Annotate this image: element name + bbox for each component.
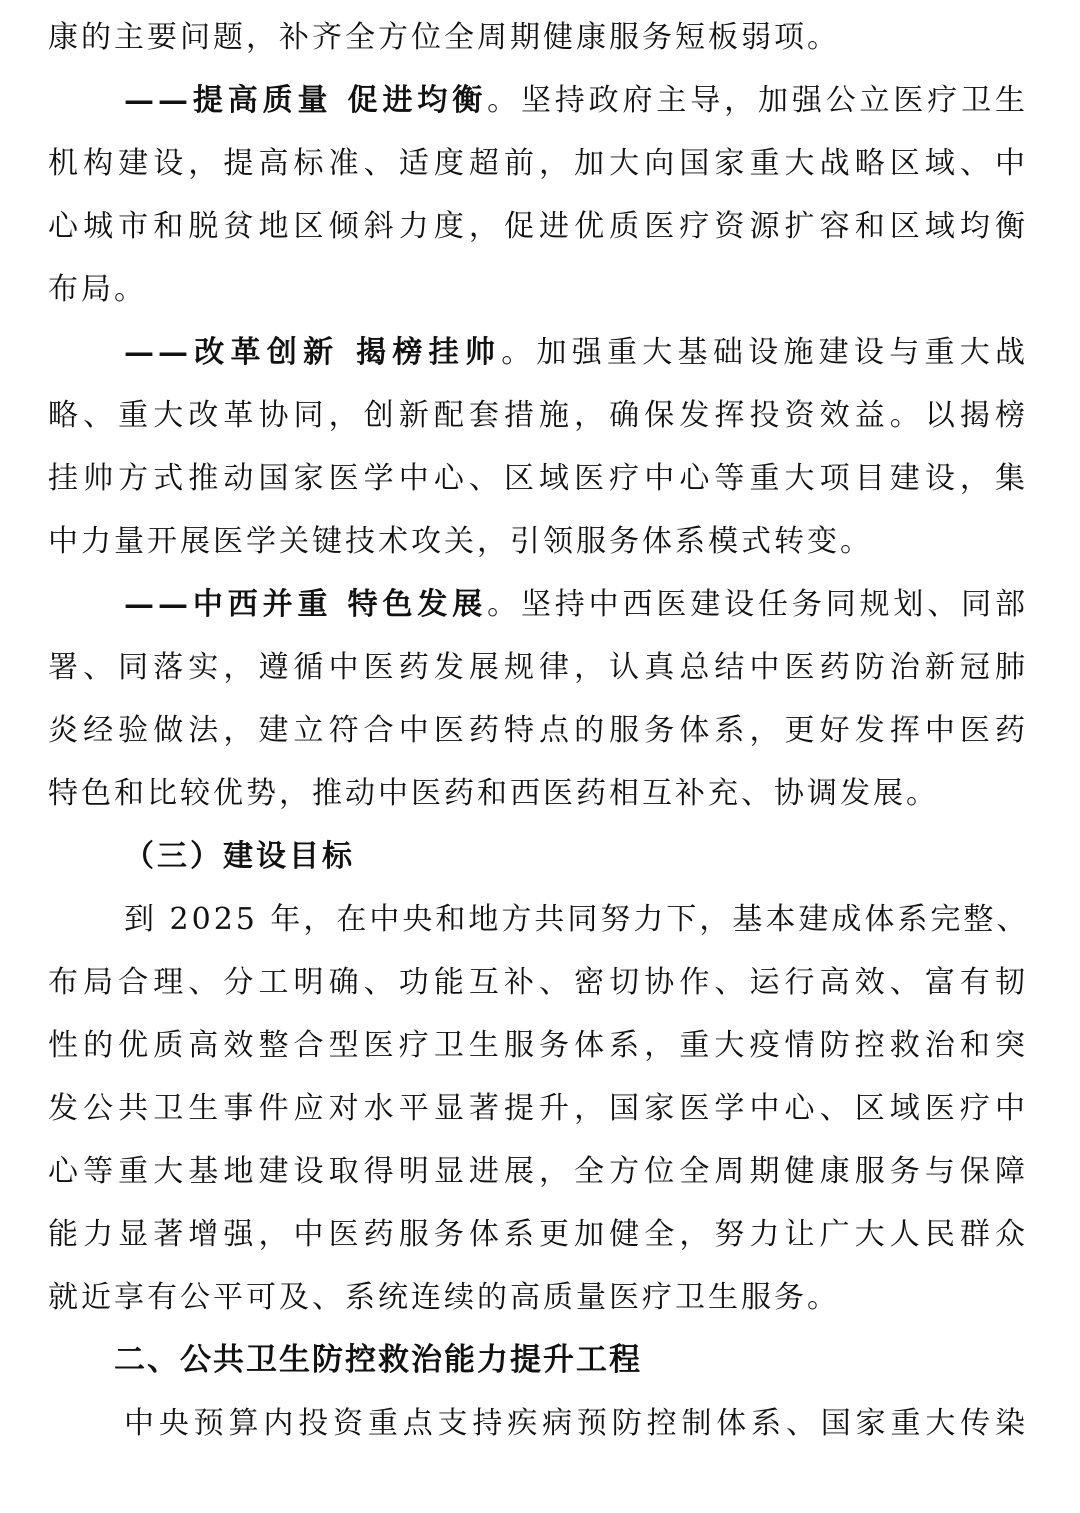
principle-line-reform [48, 321, 1028, 384]
paragraph-line: 布局。 [48, 272, 147, 307]
paragraph-line: 略、重大改革协同，创新配套措施，确保发挥投资效益。以揭榜 [48, 398, 1028, 433]
paragraph-line: 发公共卫生事件应对水平显著提升，国家医学中心、区域医疗中 [48, 1091, 1028, 1126]
paragraph-line: 署、同落实，遵循中医药发展规律，认真总结中医药防治新冠肺 [48, 650, 1028, 685]
paragraph-line: 中央预算内投资重点支持疾病预防控制体系、国家重大传染 [124, 1406, 1028, 1441]
principle-line-quality [48, 69, 1028, 132]
paragraph-line: 性的优质高效整合型医疗卫生服务体系，重大疫情防控救治和突 [48, 1028, 1028, 1063]
principle-line-tcm [48, 573, 1028, 636]
subsection-heading: （三）建设目标 [124, 839, 355, 874]
paragraph-line: 炎经验做法，建立符合中医药特点的服务体系，更好发挥中医药 [48, 713, 1028, 748]
paragraph-line: 到 2025 年，在中央和地方共同努力下，基本建成体系完整、 [124, 902, 1030, 937]
paragraph-line: 能力显著增强，中医药服务体系更加健全，努力让广大人民群众 [48, 1217, 1028, 1252]
paragraph-line: 布局合理、分工明确、功能互补、密切协作、运行高效、富有韧 [48, 965, 1028, 1000]
paragraph-line: 挂帅方式推动国家医学中心、区域医疗中心等重大项目建设，集 [48, 461, 1028, 496]
document-page [48, 6, 1028, 1455]
paragraph-line: 特色和比较优势，推动中医药和西医药相互补充、协调发展。 [48, 776, 939, 811]
paragraph-line: 机构建设，提高标准、适度超前，加大向国家重大战略区域、中 [48, 146, 1028, 181]
paragraph-text: 。坚持政府主导，加强公立医疗卫生 [487, 83, 1029, 118]
principle-title-tcm: ——中西并重 特色发展 [124, 587, 488, 622]
paragraph-line: 心等重大基地建设取得明显进展，全方位全周期健康服务与保障 [48, 1154, 1028, 1189]
principle-title-reform: ——改革创新 揭榜挂帅 [124, 335, 502, 370]
section-heading: 二、公共卫生防控救治能力提升工程 [114, 1342, 642, 1378]
principle-title-quality: ——提高质量 促进均衡 [124, 83, 488, 118]
paragraph-text: 。坚持中西医建设任务同规划、同部 [487, 587, 1029, 622]
paragraph-line: 就近享有公平可及、系统连续的高质量医疗卫生服务。 [48, 1280, 840, 1315]
paragraph-line: 康的主要问题，补齐全方位全周期健康服务短板弱项。 [48, 20, 840, 55]
paragraph-line: 中力量开展医学关键技术攻关，引领服务体系模式转变。 [48, 524, 873, 559]
paragraph-text: 。加强重大基础设施建设与重大战 [501, 335, 1029, 370]
paragraph-line: 心城市和脱贫地区倾斜力度，促进优质医疗资源扩容和区域均衡 [48, 209, 1028, 244]
